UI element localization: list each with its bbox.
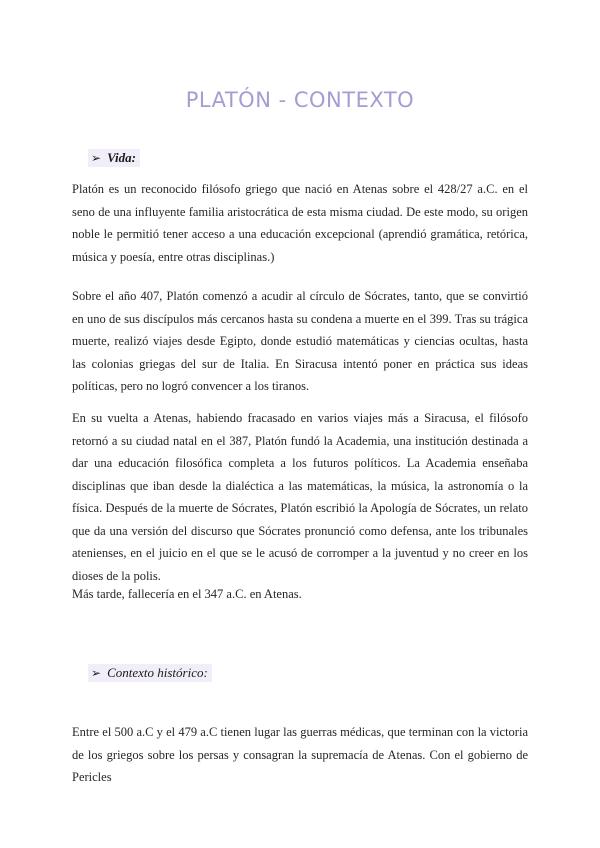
section-heading-label: Contexto histórico:	[107, 665, 208, 680]
arrow-bullet-icon: ➢	[91, 666, 102, 680]
paragraph-contexto-1: Entre el 500 a.C y el 479 a.C tienen lugar las guerras médicas, que terminan con la victoria de los griegos sobre los persas y consagran la supremacía de Atenas. Con el gobierno de Pericles	[72, 725, 528, 784]
arrow-bullet-icon: ➢	[91, 151, 102, 165]
section-heading-vida	[88, 149, 140, 167]
paragraph-vida-1: Platón es un reconocido filósofo griego que nació en Atenas sobre el 428/27 a.C. en el seno de una influyente familia aristocrática de esta misma ciudad. De este modo, su origen noble le permitió tener acceso a una educación excepcional (aprendió gramática, retórica, música y poesía, entre otras disciplinas.)	[72, 182, 528, 264]
section-heading-contexto-historico	[88, 664, 212, 682]
paragraph-vida-4: Más tarde, fallecería en el 347 a.C. en Atenas.	[72, 587, 302, 601]
page-title: PLATÓN - CONTEXTO	[185, 88, 415, 112]
paragraph-vida-3: En su vuelta a Atenas, habiendo fracasado en varios viajes más a Siracusa, el filósofo retornó a su ciudad natal en el 387, Platón fundó la Academia, una institución destinada a dar una educación filosófica completa a los futuros políticos. La Academia enseñaba disciplinas que iban desde la dialéctica a las matemáticas, la música, la astronomía o la física. Después de la muerte de Sócrates, Platón escribió la Apología de Sócrates, un relato que da una versión del discurso que Sócrates pronunció como defensa, ante los tribunales atenienses, en el juicio en el que se le acusó de corromper a la juventud y no creer en los dioses de la polis.	[72, 411, 528, 583]
section-heading-label: Vida:	[107, 150, 136, 165]
paragraph-vida-2: Sobre el año 407, Platón comenzó a acudir al círculo de Sócrates, tanto, que se convirtió en uno de sus discípulos más cercanos hasta su condena a muerte en el 399. Tras su trágica muerte, realizó viajes desde Egipto, donde estudió matemáticas y ciencias ocultas, hasta las colonias griegas del sur de Italia. En Siracusa intentó poner en práctica sus ideas políticas, pero no logró convencer a los tiranos.	[72, 289, 528, 393]
